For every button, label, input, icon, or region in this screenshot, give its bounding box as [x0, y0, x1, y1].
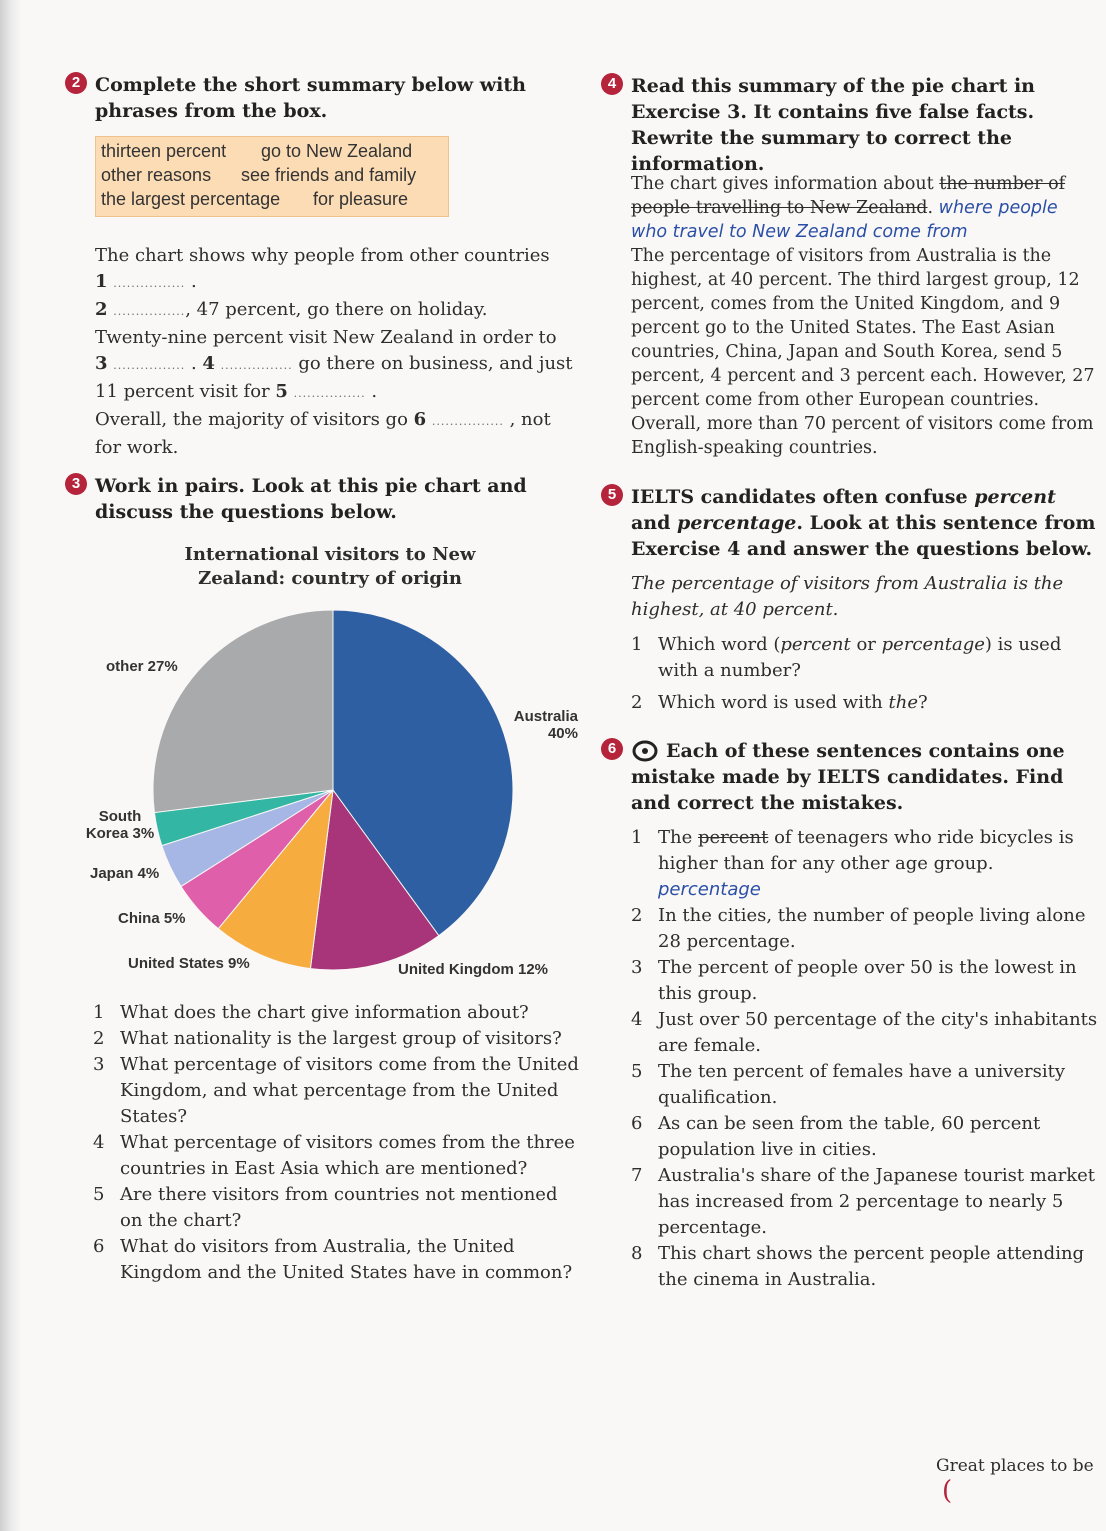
ex2-line: for work. [95, 437, 179, 458]
ex2-text: , not [509, 409, 551, 430]
list-item [631, 1163, 1101, 1241]
item-text: Australia's share of the Japanese tourist market has increased from 2 percentage to nearly 5 percentage. [658, 1165, 1095, 1238]
ex4-heading-text: Read this summary of the pie chart in Exercise 3. It contains five false facts. Rewrite the summary to correct the information. [631, 75, 1035, 175]
pie-slice-other [153, 610, 333, 813]
pie-label-united-states: United States 9% [128, 955, 250, 972]
item-text: The ten percent of females have a university qualification. [658, 1061, 1066, 1108]
item-text: ? [918, 692, 928, 713]
item-number: 4 [93, 1132, 105, 1153]
chart-title: International visitors to New Zealand: country of origin [184, 544, 476, 589]
item-text: or [856, 634, 876, 655]
ex2-number-badge: 2 [65, 72, 87, 94]
ex2-line: 3 ................ . 4 ................ go there on business, and just [95, 353, 573, 374]
ex4-text: The chart gives information about [631, 174, 934, 194]
ex4-heading [607, 73, 1101, 177]
item-italic: percentage [881, 634, 985, 655]
list-item [631, 1007, 1101, 1059]
phrase-box-item: for pleasure [313, 189, 409, 209]
item-number: 7 [631, 1165, 643, 1186]
ex2-text: Overall, the majority of visitors go [95, 409, 408, 430]
phrase-box-item: go to New Zealand [261, 141, 413, 161]
item-number: 6 [93, 1236, 105, 1257]
list-item [631, 1241, 1101, 1293]
ex2-line [95, 407, 575, 435]
list-item [631, 903, 1101, 955]
handwritten-correction: percentage [658, 879, 761, 900]
pie-label-united-kingdom: United Kingdom 12% [398, 961, 549, 978]
item-number: 2 [93, 1028, 105, 1049]
ex2-heading-text: Complete the short summary below with phrases from the box. [95, 74, 526, 122]
item-number: 1 [93, 1002, 105, 1023]
item-text: What percentage of visitors comes from the three countries in East Asia which are mentioned? [120, 1132, 575, 1179]
ex2-line: 1 ................ . [95, 271, 197, 292]
ex5-questions [631, 632, 1096, 716]
ex3-number-badge: 3 [65, 473, 87, 495]
ex6-sentences [631, 825, 1101, 1293]
item-text: This chart shows the percent people attending the cinema in Australia. [658, 1243, 1085, 1290]
ex2-line: Twenty-nine percent visit New Zealand in order to [95, 327, 557, 348]
item-text: In the cities, the number of people living alone 28 percentage. [658, 905, 1086, 952]
handwritten-correction: where people who travel to New Zealand come from [631, 198, 1058, 242]
phrase-box-item: thirteen percent [101, 141, 227, 161]
mistake-warning-icon [631, 740, 659, 762]
ex2-heading [71, 72, 585, 124]
ex5-heading-italic: percent [974, 486, 1056, 508]
gap-dots: ................ [113, 277, 186, 290]
gap-number: 5 [275, 381, 288, 402]
ex2-line: The chart shows why people from other countries [95, 245, 550, 266]
ex2-line: 11 percent visit for 5 ................ . [95, 381, 378, 402]
item-number: 1 [631, 827, 643, 848]
ex6-heading [607, 738, 1101, 816]
pie-label-australia-text: Australia 40% [513, 708, 578, 742]
list-item [631, 632, 1096, 684]
pie-label-south-korea-text: South Korea 3% [85, 808, 155, 842]
item-number: 6 [631, 1113, 643, 1134]
struck-text: the number of people travelling to New Zealand [631, 174, 1066, 218]
ex2-line [95, 297, 575, 325]
gap-dots: ................ [293, 387, 366, 400]
ex4-text: The percentage of visitors from Australia is the highest, at 40 percent. The third largest group, 12 percent, comes from the United Kingdom, and 9 percent go to the United States. The East Asian countries, China, Japan and South Korea, send 5 percent, 4 percent and 3 percent each. However, 27 percent come from other European countries. Overall, more than 70 percent of visitors come from English-speaking countries. [631, 246, 1095, 458]
gap-number: 1 [95, 271, 108, 292]
item-italic: the [888, 692, 918, 713]
item-number: 5 [631, 1061, 643, 1082]
page-corner-bracket: ( [942, 1476, 953, 1506]
list-item [93, 1130, 583, 1182]
ex5-number-badge: 5 [601, 484, 623, 506]
ex5-heading-text: . Look at this sentence from Exercise 4 and answer the questions below. [631, 512, 1096, 560]
ex2-text: , 47 percent, go there on holiday. [185, 299, 488, 320]
list-item [631, 825, 1101, 903]
gap-dots: ................ [113, 359, 186, 372]
ex6-number-badge: 6 [601, 738, 623, 760]
ex4-summary: The chart gives information about the number of people travelling to New Zealand. where people who travel to New Zealand come from The percentage of visitors from Australia is the highest, at 40 percent. The third largest group, 12 percent, comes from the United Kingdom, and 9 percent go to the United States. The East Asian countries, China, Japan and South Korea, send 5 percent, 4 percent and 3 percent each. However, 27 percent come from other European countries. Overall, more than 70 percent of visitors come from English-speaking countries. [631, 174, 1095, 458]
item-number: 2 [631, 692, 643, 713]
ex3-questions [93, 1000, 583, 1286]
ex2-text: go there on business, and just [298, 353, 573, 374]
ex6-heading-text: Each of these sentences contains one mistake made by IELTS candidates. Find and correct the mistakes. [631, 740, 1065, 814]
struck-text: percent [698, 827, 769, 848]
ex5-heading-text: and [631, 512, 671, 534]
ex5-example: The percentage of visitors from Australia is the highest, at 40 percent. [631, 573, 1064, 620]
item-text: What nationality is the largest group of visitors? [120, 1028, 562, 1049]
pie-label-australia [508, 708, 578, 742]
list-item [93, 1000, 583, 1026]
pie-label-other: other 27% [106, 658, 178, 675]
list-item [631, 1059, 1101, 1111]
phrase-box-item: see friends and family [241, 165, 417, 185]
item-number: 3 [93, 1054, 105, 1075]
item-number: 8 [631, 1243, 643, 1264]
ex2-summary [95, 243, 575, 461]
list-item [631, 690, 1096, 716]
page-binding-shadow [0, 0, 22, 1531]
gap-dots: ................ [220, 359, 293, 372]
list-item [93, 1182, 583, 1234]
list-item [93, 1026, 583, 1052]
item-number: 3 [631, 957, 643, 978]
gap-number: 3 [95, 353, 108, 374]
list-item [93, 1052, 583, 1130]
ex5-heading [607, 484, 1101, 562]
footer-text: Great places to be [936, 1456, 1094, 1476]
ex2-text: 11 percent visit for [95, 381, 270, 402]
gap-number: 6 [413, 409, 427, 430]
gap-dots: ................ [113, 305, 186, 318]
item-number: 2 [631, 905, 643, 926]
ex3-heading [71, 473, 585, 525]
list-item [631, 1111, 1101, 1163]
item-text: Are there visitors from countries not mentioned on the chart? [120, 1184, 558, 1231]
item-text: Which word is used with [658, 692, 883, 713]
item-number: 5 [93, 1184, 105, 1205]
phrase-box [95, 136, 449, 217]
item-text: Which word ( [658, 634, 781, 655]
ex4-number-badge: 4 [601, 73, 623, 95]
gap-number: 2 [95, 299, 108, 320]
item-number: 4 [631, 1009, 643, 1030]
item-text: What do visitors from Australia, the United Kingdom and the United States have in common? [120, 1236, 573, 1283]
item-text: What does the chart give information about? [120, 1002, 529, 1023]
gap-dots: ................ [431, 415, 504, 428]
item-text: As can be seen from the table, 60 percent population live in cities. [658, 1113, 1041, 1160]
pie-label-japan: Japan 4% [90, 865, 160, 882]
list-item [631, 955, 1101, 1007]
item-text: What percentage of visitors come from the United Kingdom, and what percentage from the United States? [120, 1054, 579, 1127]
list-item [93, 1234, 583, 1286]
pie-label-china: China 5% [118, 910, 186, 927]
ex5-heading-italic: percentage [677, 512, 797, 534]
item-text: of teenagers who ride bicycles is higher than for any other age group. [658, 827, 1074, 874]
ex3-heading-text: Work in pairs. Look at this pie chart and discuss the questions below. [95, 475, 527, 523]
item-italic: percent [780, 634, 851, 655]
ex5-heading-text: IELTS candidates often confuse [631, 486, 968, 508]
gap-number: 4 [202, 353, 215, 374]
item-text: ) is used with a number? [658, 634, 1062, 681]
item-number: 1 [631, 634, 643, 655]
item-text: The percent of people over 50 is the lowest in this group. [658, 957, 1077, 1004]
page-footer [936, 1456, 1106, 1506]
item-text: Just over 50 percentage of the city's inhabitants are female. [658, 1009, 1098, 1056]
item-text: The [658, 827, 693, 848]
phrase-box-item: the largest percentage [101, 189, 281, 209]
pie-label-south-korea [80, 808, 160, 842]
phrase-box-item: other reasons [101, 165, 212, 185]
